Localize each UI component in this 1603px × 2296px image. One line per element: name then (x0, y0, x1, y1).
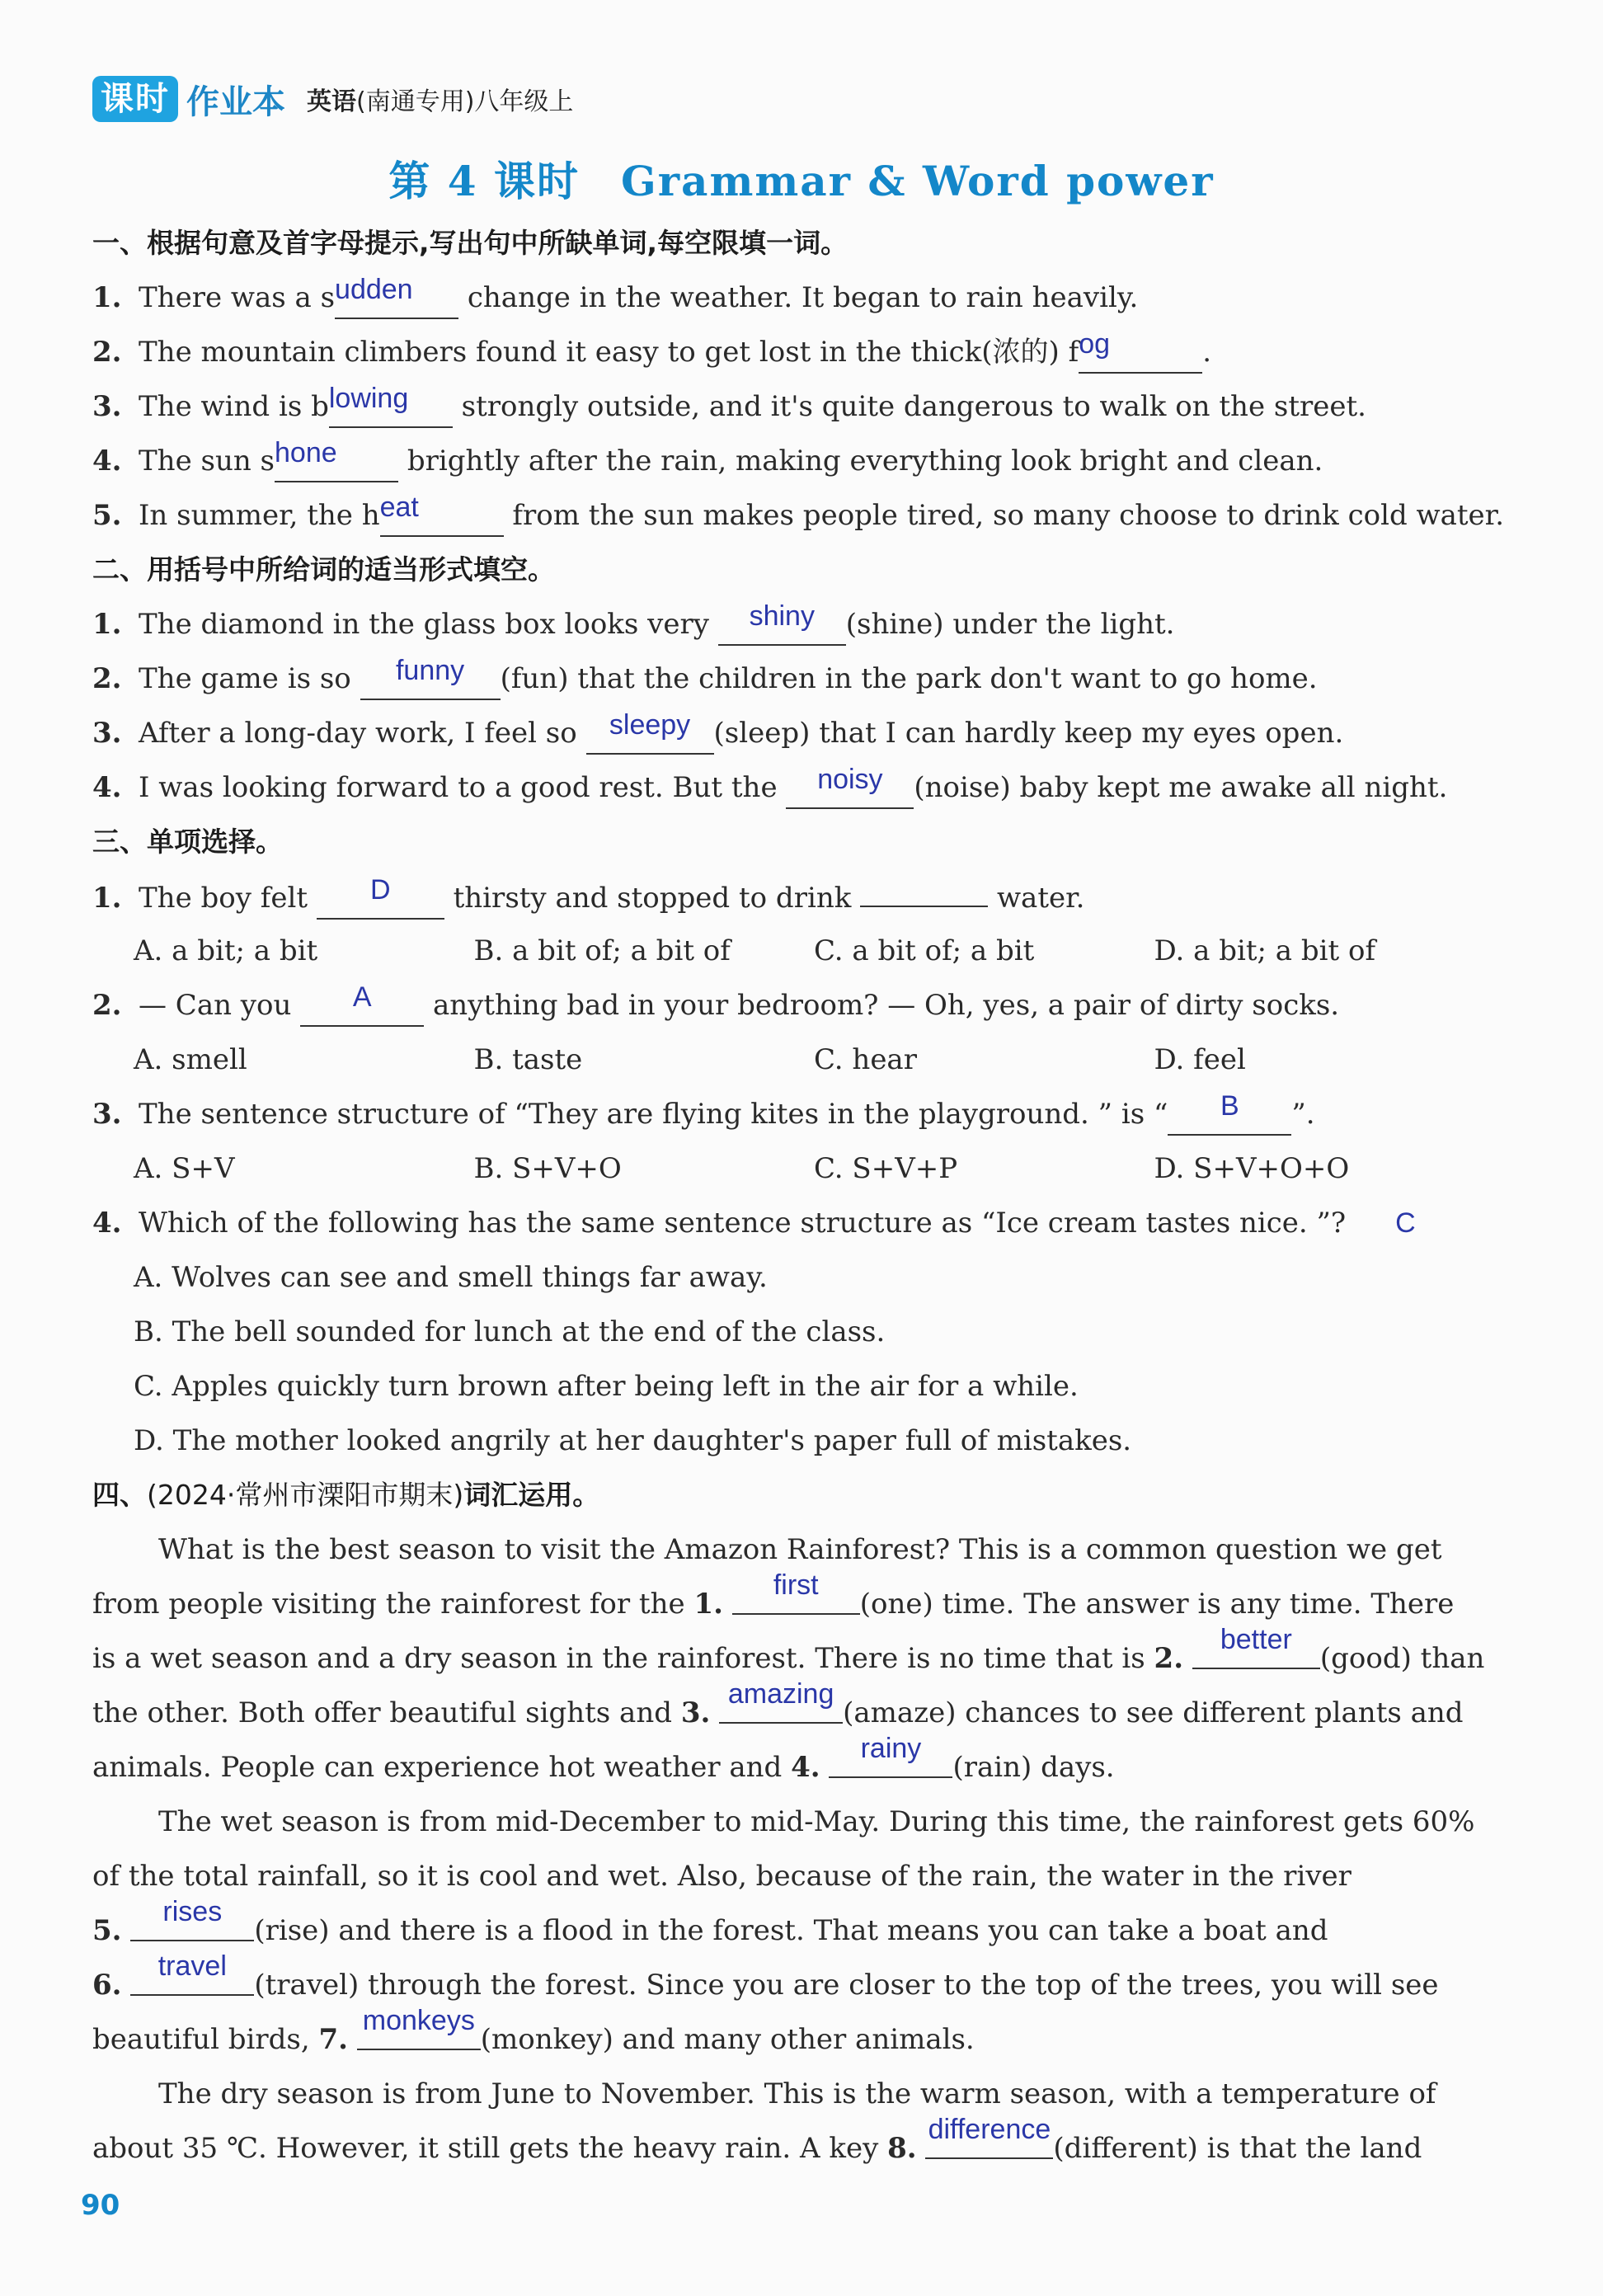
option-a[interactable]: A. S+V (134, 1152, 235, 1185)
option-a[interactable]: A. smell (134, 1043, 247, 1076)
page-number: 90 (81, 2189, 120, 2222)
option-c[interactable]: C. hear (814, 1043, 917, 1076)
passage-line: animals. People can experience hot weather and 4. rainy (rain) days. (92, 1733, 1115, 1784)
passage-line: about 35 ℃. However, it still gets the heavy rain. A key 8. difference (different) is that the land (92, 2114, 1422, 2165)
passage-line: 6. travel (travel) through the forest. Since you are closer to the top of the trees, you will see (92, 1950, 1439, 2002)
subject-label: 英语(南通专用)八年级上 (307, 87, 574, 116)
option-a[interactable]: A. Wolves can see and smell things far away. (134, 1261, 768, 1294)
s1-item-3: 3. The wind is b lowing strongly outside, and it's quite dangerous to walk on the street. (92, 379, 1494, 434)
option-d[interactable]: D. The mother looked angrily at her daughter's paper full of mistakes. (134, 1424, 1132, 1457)
section-1-heading: 一、根据句意及首字母提示,写出句中所缺单词,每空限填一词。 (92, 227, 849, 259)
answer-blank: monkeys (357, 2012, 481, 2050)
answer-blank: noisy (786, 771, 914, 809)
option-d[interactable]: D. a bit; a bit of (1154, 934, 1376, 967)
answer-blank: rainy (829, 1740, 952, 1778)
s3-q2: 2. — Can you A anything bad in your bedroom? — Oh, yes, a pair of dirty socks. (92, 978, 1494, 1033)
answer-blank: travel (130, 1958, 254, 1996)
option-d[interactable]: D. S+V+O+O (1154, 1152, 1350, 1185)
answer-blank: A (300, 989, 424, 1027)
s1-item-1: 1. There was a s udden change in the weather. It began to rain heavily. (92, 271, 1494, 325)
s3-q1-options (92, 924, 1494, 978)
answer-blank: hone (275, 445, 398, 482)
answer-blank: udden (335, 281, 458, 319)
s3-q2-options (92, 1033, 1494, 1087)
answer-blank: og (1079, 336, 1202, 374)
s3-q3-options (92, 1141, 1494, 1196)
option-c[interactable]: C. S+V+P (814, 1152, 958, 1185)
option-b[interactable]: B. The bell sounded for lunch at the end of the class. (134, 1315, 886, 1348)
s3-q3: 3. The sentence structure of “They are flying kites in the playground. ” is “ B ”. (92, 1087, 1494, 1141)
answer-blank: difference (925, 2121, 1053, 2159)
content (92, 216, 1505, 2176)
passage-line: is a wet season and a dry season in the rainforest. There is no time that is 2. better (good) than (92, 1624, 1485, 1675)
option-b[interactable]: B. taste (473, 1043, 583, 1076)
passage-line: from people visiting the rainforest for the 1. first (one) time. The answer is any time. There (92, 1569, 1455, 1621)
s1-item-2: 2. The mountain climbers found it easy to get lost in the thick(浓的) f og . (92, 325, 1494, 379)
logo-text: 作业本 (186, 82, 285, 121)
answer-blank: better (1192, 1631, 1320, 1669)
answer-blank: lowing (329, 390, 453, 428)
passage-line: The dry season is from June to November. This is the warm season, with a temperature of (158, 2077, 1436, 2110)
passage-line: of the total rainfall, so it is cool and wet. Also, because of the rain, the water in the river (92, 1860, 1352, 1893)
answer-blank: B (1168, 1098, 1291, 1136)
option-c[interactable]: C. a bit of; a bit (814, 934, 1035, 967)
answer-blank: rises (130, 1903, 254, 1941)
answer-blank: amazing (719, 1686, 843, 1724)
option-c[interactable]: C. Apples quickly turn brown after being left in the air for a while. (134, 1370, 1079, 1403)
option-b[interactable]: B. S+V+O (473, 1152, 622, 1185)
passage-line: the other. Both offer beautiful sights and 3. amazing (amaze) chances to see different plants and (92, 1678, 1464, 1729)
option-d[interactable]: D. feel (1154, 1043, 1246, 1076)
s2-item-4: 4. I was looking forward to a good rest. But the noisy (noise) baby kept me awake all night. (92, 760, 1494, 815)
passage-line: The wet season is from mid-December to mid-May. During this time, the rainforest gets 60% (158, 1805, 1475, 1838)
lesson-title: 第 4 课时 Grammar & Word power (388, 157, 1215, 205)
passage-line: beautiful birds, 7. monkeys (monkey) and many other animals. (92, 2005, 975, 2056)
s1-item-5: 5. In summer, the h eat from the sun makes people tired, so many choose to drink cold water. (92, 488, 1494, 543)
option-a[interactable]: A. a bit; a bit (134, 934, 318, 967)
answer-blank: funny (360, 662, 501, 700)
passage (92, 1522, 1494, 2176)
answer-blank: shiny (718, 608, 846, 646)
s3-q1: 1. The boy felt D thirsty and stopped to drink water. (92, 869, 1494, 924)
answer-blank: sleepy (586, 717, 714, 755)
passage-line: 5. rises (rise) and there is a flood in the forest. That means you can take a boat and (92, 1896, 1328, 1947)
section-4-heading: 四、(2024·常州市溧阳市期末)词汇运用。 (92, 1479, 600, 1511)
header (92, 76, 573, 122)
s3-q4: 4. Which of the following has the same sentence structure as “Ice cream tastes nice. ”? C (92, 1207, 1416, 1240)
answer-blank: eat (380, 499, 504, 537)
answer-mark: C (1395, 1207, 1416, 1239)
answer-blank: D (317, 882, 444, 920)
section-3-heading: 三、单项选择。 (92, 826, 283, 858)
s2-item-3: 3. After a long-day work, I feel so sleepy (sleep) that I can hardly keep my eyes open. (92, 706, 1494, 760)
logo: 课时 (92, 76, 178, 122)
s2-item-2: 2. The game is so funny (fun) that the children in the park don't want to go home. (92, 652, 1494, 706)
s1-item-4: 4. The sun s hone brightly after the rain, making everything look bright and clean. (92, 434, 1494, 488)
answer-blank: first (732, 1577, 860, 1615)
option-b[interactable]: B. a bit of; a bit of (473, 934, 731, 967)
section-2-heading: 二、用括号中所给词的适当形式填空。 (92, 553, 555, 586)
answer-blank (860, 869, 988, 907)
s2-item-1: 1. The diamond in the glass box looks very shiny (shine) under the light. (92, 597, 1494, 652)
passage-line: What is the best season to visit the Amazon Rainforest? This is a common question we get (158, 1533, 1442, 1566)
